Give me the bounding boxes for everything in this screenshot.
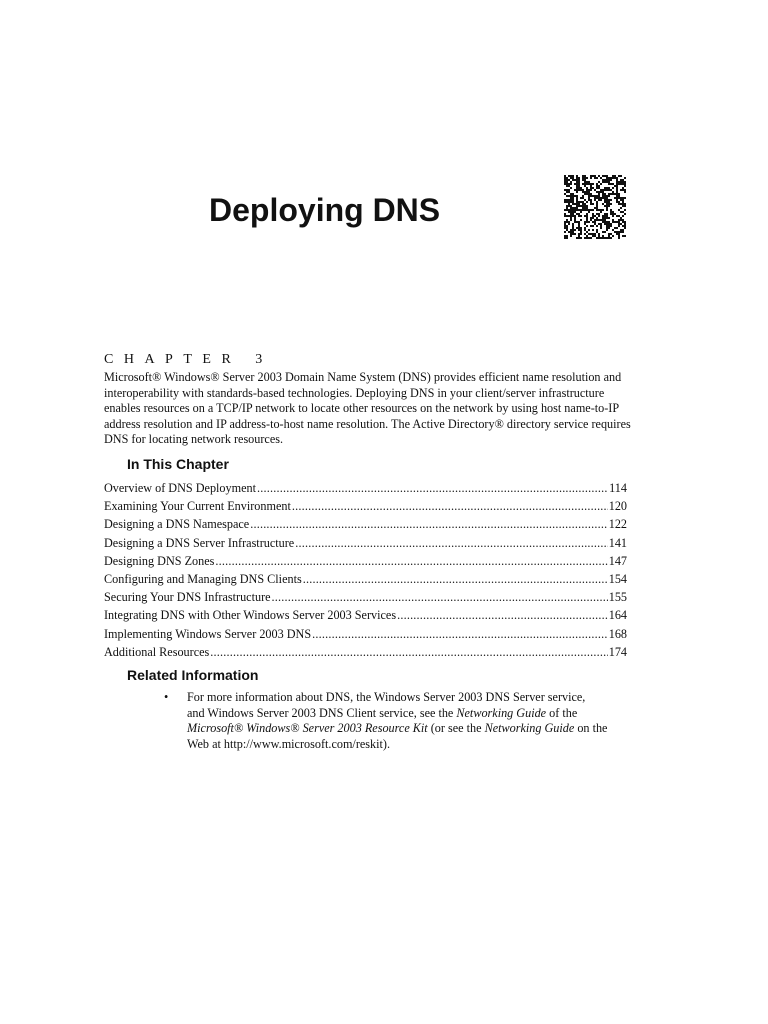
toc-dot-leader — [257, 479, 608, 497]
toc-entry[interactable] — [104, 570, 627, 588]
toc-dot-leader — [210, 643, 607, 661]
related-information-heading: Related Information — [127, 667, 259, 683]
chapter-intro — [104, 370, 649, 448]
related-information-list — [164, 690, 634, 752]
toc-dot-leader — [292, 497, 608, 515]
intro-line: interoperability with standards-based technologies. Deploying DNS in your client/server infrastructure — [104, 385, 605, 400]
related-text-part: (or see the — [427, 721, 485, 735]
toc-entry[interactable] — [104, 552, 627, 570]
toc-page-number: 174 — [608, 644, 627, 659]
toc-page-number: 122 — [608, 517, 627, 532]
toc-page-number: 164 — [608, 608, 627, 623]
toc-entry[interactable] — [104, 625, 627, 643]
related-text: For more information about DNS, the Windows Server 2003 DNS Server service, — [187, 690, 586, 704]
toc-page-number: 141 — [608, 535, 627, 550]
toc-dot-leader — [272, 588, 608, 606]
toc-entry-title: Designing DNS Zones — [104, 553, 215, 568]
toc-page-number: 114 — [609, 481, 627, 495]
bullet-icon: • — [164, 690, 169, 704]
resource-kit-title: Microsoft® Windows® Server 2003 Resource Kit — [187, 721, 428, 735]
toc-dot-leader — [215, 552, 607, 570]
related-text-part: and Windows Server 2003 DNS Client service, see the — [187, 705, 457, 720]
related-text-part: on the — [574, 721, 608, 735]
toc-entry-title: Additional Resources — [104, 644, 210, 659]
intro-line: DNS for locating network resources. — [104, 432, 284, 447]
toc-page-number: 155 — [608, 590, 627, 605]
toc-dot-leader — [295, 534, 608, 552]
related-text — [187, 721, 634, 737]
toc-entry-title: Implementing Windows Server 2003 DNS — [104, 626, 312, 641]
toc-entry[interactable] — [104, 606, 627, 624]
toc-dot-leader — [303, 570, 608, 588]
toc-page-number: 154 — [608, 571, 627, 586]
table-of-contents — [104, 479, 627, 661]
related-text — [187, 706, 634, 722]
toc-entry[interactable] — [104, 643, 627, 661]
qr-code-icon — [564, 175, 626, 239]
toc-entry[interactable] — [104, 534, 627, 552]
toc-dot-leader — [397, 606, 608, 624]
in-this-chapter-heading: In This Chapter — [127, 456, 229, 472]
networking-guide-title: Networking Guide — [484, 721, 575, 735]
list-item — [164, 690, 634, 752]
toc-entry-title: Examining Your Current Environment — [104, 499, 291, 514]
toc-page-number: 147 — [608, 553, 627, 568]
toc-dot-leader — [250, 515, 608, 533]
related-text-part: of the — [546, 705, 578, 720]
networking-guide-title: Networking Guide — [456, 705, 547, 720]
toc-entry-title: Designing a DNS Server Infrastructure — [104, 535, 295, 550]
toc-entry[interactable] — [104, 479, 627, 497]
related-text: Web at http://www.microsoft.com/reskit). — [187, 736, 391, 751]
toc-entry-title: Securing Your DNS Infrastructure — [104, 590, 271, 605]
page-title: Deploying DNS — [209, 192, 441, 228]
toc-entry[interactable] — [104, 588, 627, 606]
intro-line: Microsoft® Windows® Server 2003 Domain Name System (DNS) provides efficient name resolution and — [104, 370, 622, 384]
toc-page-number: 120 — [608, 499, 627, 514]
toc-entry-title: Configuring and Managing DNS Clients — [104, 571, 302, 586]
toc-page-number: 168 — [608, 626, 627, 641]
intro-line: address resolution and IP address-to-host name resolution. The Active Directory® directory service requires — [104, 416, 631, 431]
toc-entry[interactable] — [104, 497, 627, 515]
toc-entry[interactable] — [104, 515, 627, 533]
toc-dot-leader — [312, 625, 608, 643]
intro-line: enables resources on a TCP/IP network to locate other resources on the network by using host name-to-IP — [104, 401, 620, 416]
toc-entry-title: Overview of DNS Deployment — [104, 481, 256, 495]
toc-entry-title: Integrating DNS with Other Windows Server 2003 Services — [104, 608, 397, 623]
chapter-label: CHAPTER 3 — [104, 352, 273, 367]
toc-entry-title: Designing a DNS Namespace — [104, 517, 250, 532]
